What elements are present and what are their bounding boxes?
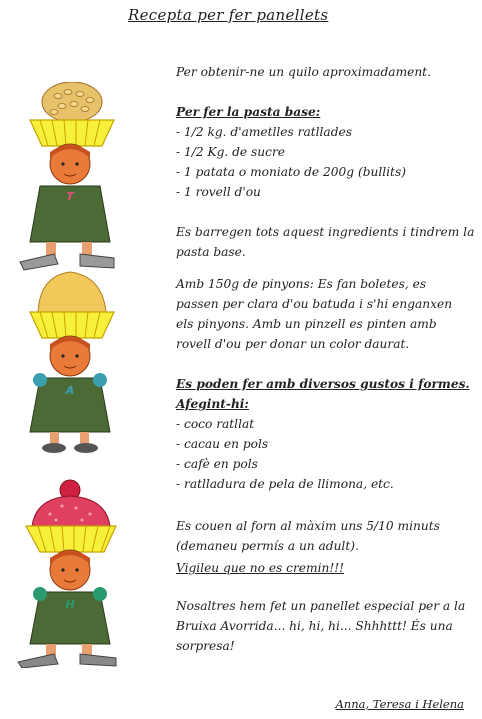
special-line-1: Nosaltres hem fet un panellet especial per a la [176, 599, 466, 613]
signature: Anna, Teresa i Helena [335, 697, 464, 711]
svg-text:T: T [66, 190, 74, 203]
list-item: - 1 patata o moniato de 200g (bullits) [176, 165, 406, 179]
mix-line-1: Es barregen tots aquest ingredients i tindrem la [176, 225, 475, 239]
list-item: - 1/2 Kg. de sucre [176, 145, 285, 159]
svg-text:H: H [65, 598, 75, 611]
flavours-subheading: Afegint-hi: [176, 397, 249, 411]
child-figure-a [10, 268, 130, 458]
pinyons-line-2: passen per clara d'ou batuda i s'hi enganxen [176, 297, 453, 311]
pinyons-line-4: rovell d'ou per donar un color daurat. [176, 337, 410, 351]
special-line-3: sorpresa! [176, 639, 235, 653]
oven-line-1: Es couen al forn al màxim uns 5/10 minuts [176, 519, 440, 533]
list-item: - 1/2 kg. d'ametlles ratllades [176, 125, 352, 139]
page-title: Recepta per fer panellets [128, 6, 329, 24]
svg-text:A: A [65, 384, 75, 397]
oven-line-2: (demaneu permís a un adult). [176, 539, 359, 553]
child-figure-t [10, 82, 130, 272]
special-line-2: Bruixa Avorrida... hi, hi, hi... Shhhttt! És una [176, 619, 453, 633]
flavours-heading: Es poden fer amb diversos gustos i formes. [176, 377, 470, 391]
pinyons-line-1: Amb 150g de pinyons: Es fan boletes, es [176, 277, 427, 291]
list-item: - cafè en pols [176, 457, 258, 471]
list-item: - cacau en pols [176, 437, 269, 451]
list-item: - coco ratllat [176, 417, 255, 431]
pinyons-line-3: els pinyons. Amb un pinzell es pinten amb [176, 317, 437, 331]
intro-line: Per obtenir-ne un quilo aproximadament. [176, 65, 431, 79]
oven-warning: Vigileu que no es cremin!!! [176, 561, 345, 575]
list-item: - ratlladura de pela de llimona, etc. [176, 477, 394, 491]
base-heading: Per fer la pasta base: [176, 105, 321, 119]
list-item: - 1 rovell d'ou [176, 185, 261, 199]
mix-line-2: pasta base. [176, 245, 246, 259]
child-figure-h [10, 478, 130, 668]
